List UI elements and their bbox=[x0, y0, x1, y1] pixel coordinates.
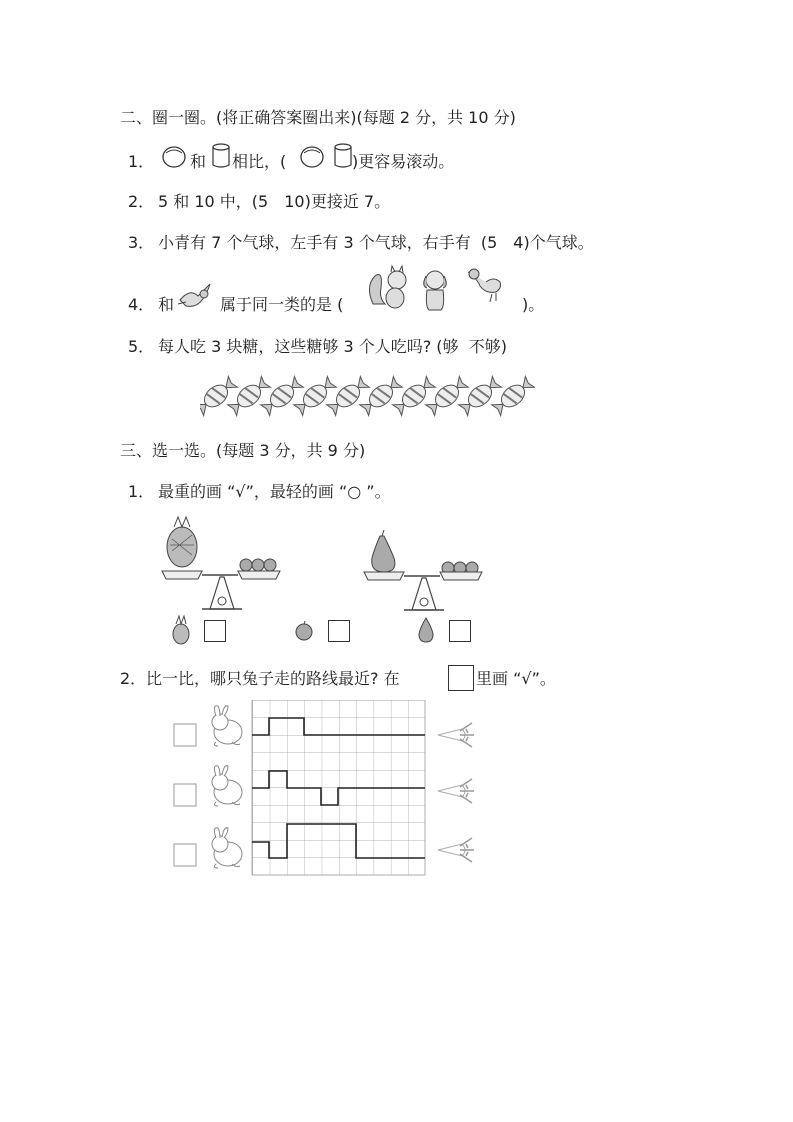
answer-box-pineapple[interactable] bbox=[204, 620, 226, 642]
inline-box bbox=[448, 665, 474, 691]
s3q1-text: 最重的画 “√”，最轻的画 “○ ”。 bbox=[158, 482, 391, 501]
section3-heading: 三、选一选。(每题 3 分，共 9 分) bbox=[120, 441, 366, 460]
cylinder-icon bbox=[210, 142, 232, 170]
apple-small-icon bbox=[292, 620, 316, 642]
ball-icon bbox=[160, 143, 190, 169]
candy-icon bbox=[200, 375, 239, 417]
q3-text: 小青有 7 个气球，左手有 3 个气球，右手有 (5 4)个气球。 bbox=[158, 233, 594, 252]
q4-and: 和 bbox=[158, 295, 175, 314]
q1-close: )更容易滚动。 bbox=[352, 152, 455, 171]
squirrel-icon[interactable] bbox=[365, 264, 411, 312]
q2-text: 5 和 10 中，(5 10)更接近 7。 bbox=[158, 192, 391, 211]
pineapple-small-icon bbox=[170, 614, 192, 646]
q3-number: 3． bbox=[128, 233, 155, 252]
ball-choice-icon[interactable] bbox=[298, 143, 328, 169]
candy-icon bbox=[457, 375, 502, 417]
s3q2-number: 2． bbox=[120, 669, 147, 688]
balance-scale-1 bbox=[158, 515, 286, 615]
rabbit-path-grid bbox=[166, 700, 498, 882]
candy-icon bbox=[259, 375, 304, 417]
cylinder-choice-icon[interactable] bbox=[332, 142, 354, 170]
carrot-1-icon bbox=[438, 723, 474, 747]
q4-number: 4． bbox=[128, 295, 155, 314]
candy-icon bbox=[325, 375, 370, 417]
q4-close: )。 bbox=[522, 295, 545, 314]
q1-number: 1． bbox=[128, 152, 155, 171]
q5-text: 每人吃 3 块糖，这些糖够 3 个人吃吗? (够 不够) bbox=[158, 337, 507, 356]
q2-number: 2． bbox=[128, 192, 155, 211]
q1-and: 和 bbox=[190, 152, 207, 171]
rabbit-2-icon bbox=[212, 766, 242, 806]
s3q2-post: 里画 “√”。 bbox=[476, 669, 556, 688]
pear-small-icon bbox=[414, 614, 438, 644]
candy-icon bbox=[490, 375, 535, 417]
candy-icon bbox=[391, 375, 436, 417]
bird-icon bbox=[176, 278, 220, 314]
s3q2-pre: 比一比，哪只兔子走的路线最近? 在 bbox=[146, 669, 400, 688]
candy-icon bbox=[424, 375, 469, 417]
candy-icon bbox=[358, 375, 403, 417]
q4-mid: 属于同一类的是 ( bbox=[220, 295, 344, 314]
candy-row bbox=[200, 370, 535, 422]
dog-icon[interactable] bbox=[415, 266, 455, 312]
rabbit-3-icon bbox=[212, 828, 242, 868]
rabbit-1-icon bbox=[212, 706, 242, 746]
candy-icon bbox=[226, 375, 271, 417]
q1-rest: 相比，( bbox=[232, 152, 287, 171]
candy-icon bbox=[292, 375, 337, 417]
carrot-3-icon bbox=[438, 838, 474, 862]
s3q1-number: 1． bbox=[128, 482, 155, 501]
answer-box-pear[interactable] bbox=[449, 620, 471, 642]
balance-scale-2 bbox=[360, 530, 488, 615]
section2-heading: 二、圈一圈。(将正确答案圈出来)(每题 2 分，共 10 分) bbox=[120, 108, 516, 127]
carrot-2-icon bbox=[438, 779, 474, 803]
q5-number: 5． bbox=[128, 337, 155, 356]
bird-choice-icon[interactable] bbox=[462, 266, 508, 306]
answer-box-apple[interactable] bbox=[328, 620, 350, 642]
